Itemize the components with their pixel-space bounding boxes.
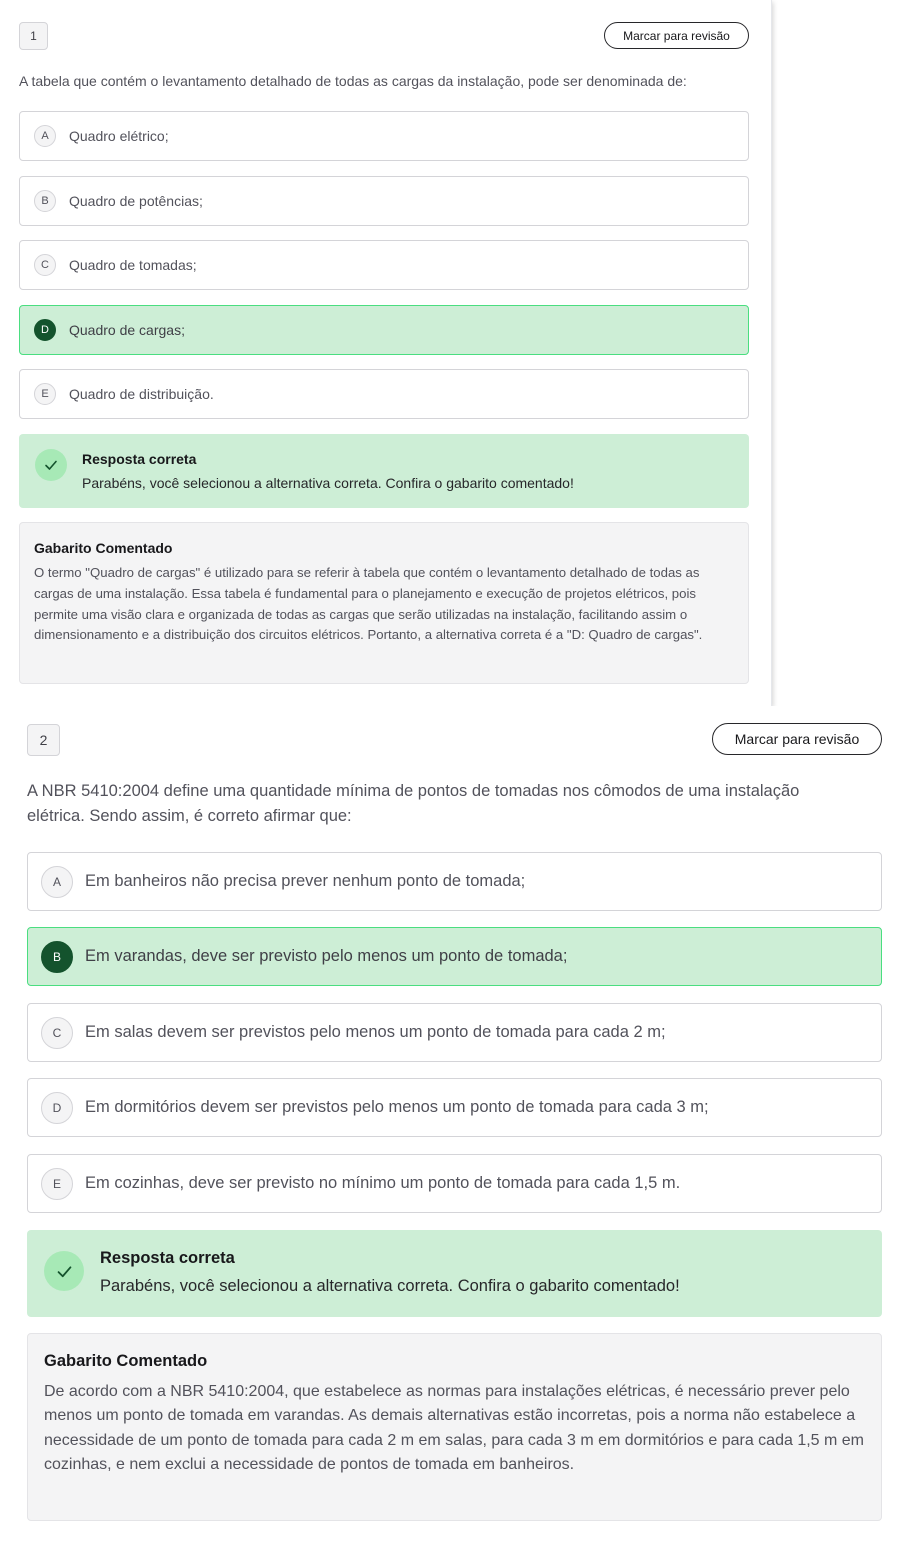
option-letter: C: [41, 1017, 73, 1049]
option-letter: D: [41, 1092, 73, 1124]
option-letter: A: [34, 125, 56, 147]
explanation-title: Gabarito Comentado: [44, 1352, 208, 1370]
option-a[interactable]: [19, 111, 749, 161]
answer-explanation: [19, 522, 749, 684]
option-d-selected[interactable]: [19, 305, 749, 355]
option-letter: C: [34, 254, 56, 276]
option-b-selected[interactable]: [27, 927, 882, 986]
explanation-text: O termo "Quadro de cargas" é utilizado para se referir à tabela que contém o levantamento detalhado de todas as cargas de uma instalação. Essa tabela é fundamental para o planejamento e execução de projetos elétricos, pois permite uma visão clara e organizada de todas as cargas que serão utilizadas na instalação, facilitando assim o dimensionamento e a distribuição dos circuitos elétricos. Portanto, a alternativa correta é a "D: Quadro de cargas".: [34, 565, 703, 643]
correct-answer-banner: [27, 1230, 882, 1317]
option-text: Quadro de cargas;: [69, 322, 185, 338]
option-text: Em salas devem ser previstos pelo menos um ponto de tomada para cada 2 m;: [85, 1023, 666, 1041]
option-letter: B: [41, 941, 73, 973]
option-text: Em banheiros não precisa prever nenhum ponto de tomada;: [85, 872, 526, 890]
mark-for-review-button[interactable]: Marcar para revisão: [604, 22, 749, 49]
option-text: Em dormitórios devem ser previstos pelo menos um ponto de tomada para cada 3 m;: [85, 1098, 709, 1116]
option-e[interactable]: [27, 1154, 882, 1213]
option-e[interactable]: [19, 369, 749, 419]
option-b[interactable]: [19, 176, 749, 226]
option-text: Em cozinhas, deve ser previsto no mínimo um ponto de tomada para cada 1,5 m.: [85, 1174, 681, 1192]
feedback-title: Resposta correta: [82, 451, 197, 467]
question-number-badge: 2: [27, 724, 60, 756]
feedback-title: Resposta correta: [100, 1249, 235, 1267]
option-letter: E: [34, 383, 56, 405]
option-letter: E: [41, 1168, 73, 1200]
option-text: Quadro de distribuição.: [69, 386, 214, 402]
option-c[interactable]: [27, 1003, 882, 1062]
question-number-badge: 1: [19, 22, 48, 50]
option-letter: A: [41, 866, 73, 898]
option-letter: D: [34, 319, 56, 341]
check-icon: [44, 1251, 84, 1291]
question-statement: A NBR 5410:2004 define uma quantidade mínima de pontos de tomadas nos cômodos de uma instalação elétrica. Sendo assim, é correto afirmar que:: [27, 782, 800, 825]
question-card-2: [0, 706, 900, 1544]
option-a[interactable]: [27, 852, 882, 911]
option-d[interactable]: [27, 1078, 882, 1137]
explanation-title: Gabarito Comentado: [34, 540, 173, 556]
check-icon: [35, 449, 67, 481]
explanation-text: De acordo com a NBR 5410:2004, que estabelece as normas para instalações elétricas, é necessário prever pelo menos um ponto de tomada em varandas. As demais alternativas estão incorretas, pois a norma não estabelece a necessidade de um ponto de tomada para cada 2 m em salas, para cada 3 m em dormitórios e para cada 1,5 m em cozinhas, e nem exclui a necessidade de pontos de tomada em banheiros.: [44, 1383, 864, 1474]
option-letter: B: [34, 190, 56, 212]
option-text: Quadro de potências;: [69, 193, 203, 209]
mark-for-review-button[interactable]: Marcar para revisão: [712, 723, 882, 755]
option-text: Quadro de tomadas;: [69, 257, 197, 273]
question-statement: A tabela que contém o levantamento detalhado de todas as cargas da instalação, pode ser denominada de:: [19, 73, 687, 89]
question-card-1: [0, 0, 772, 706]
answer-explanation: [27, 1333, 882, 1521]
feedback-message: Parabéns, você selecionou a alternativa correta. Confira o gabarito comentado!: [82, 475, 574, 491]
correct-answer-banner: [19, 434, 749, 508]
feedback-message: Parabéns, você selecionou a alternativa correta. Confira o gabarito comentado!: [100, 1277, 680, 1295]
option-text: Quadro elétrico;: [69, 128, 169, 144]
option-c[interactable]: [19, 240, 749, 290]
option-text: Em varandas, deve ser previsto pelo menos um ponto de tomada;: [85, 947, 568, 965]
